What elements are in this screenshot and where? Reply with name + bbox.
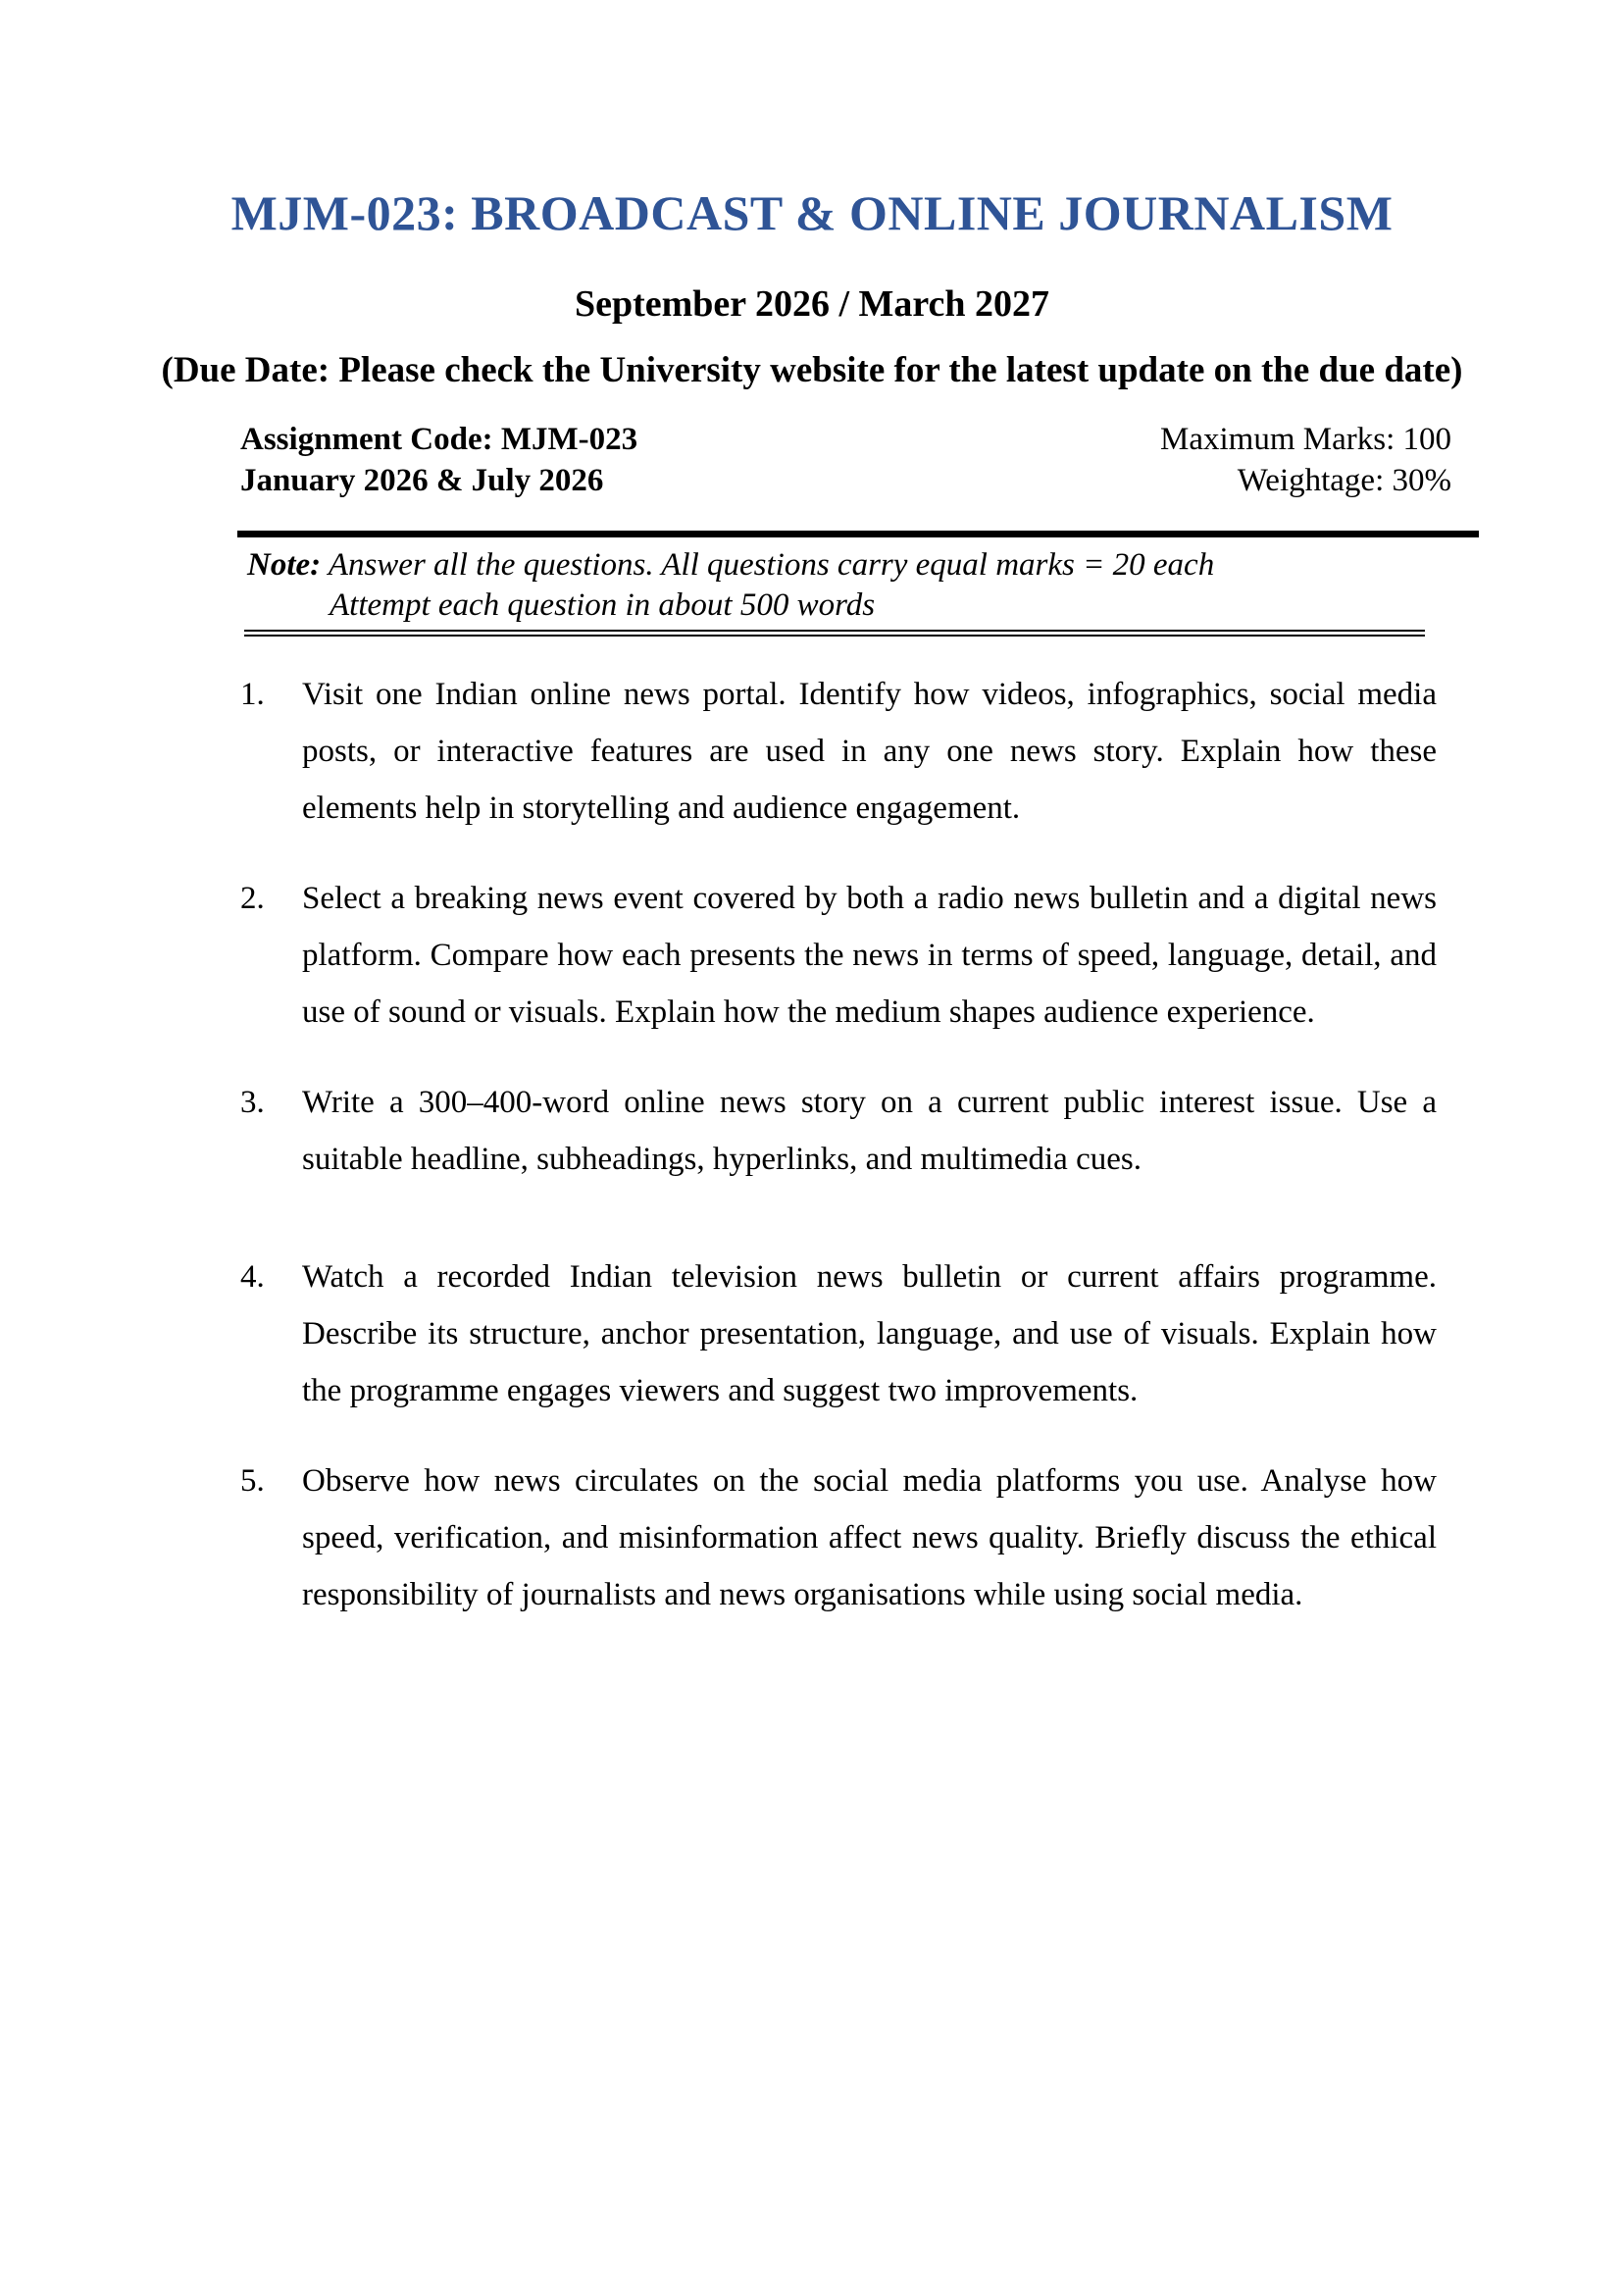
note-line-2: Attempt each question in about 500 words xyxy=(330,587,876,624)
assignment-code-block xyxy=(240,419,637,501)
due-date-note: (Due Date: Please check the University website for the latest update on the due date) xyxy=(161,350,1463,390)
course-title: MJM-023: BROADCAST & ONLINE JOURNALISM xyxy=(230,185,1394,240)
marks-block xyxy=(1160,419,1451,501)
question-text: Watch a recorded Indian television news bulletin or current affairs programme. Describe its structure, anchor presentation, language, and use of visuals. Explain how the programme engages viewers and suggest two improvements. xyxy=(302,1259,1437,1409)
weightage: Weightage: 30% xyxy=(1237,463,1451,499)
question-number: 2. xyxy=(240,881,265,917)
note-line-1 xyxy=(247,545,1438,586)
question-item-2 xyxy=(240,870,1437,1041)
question-item-1 xyxy=(240,666,1437,837)
question-number: 3. xyxy=(240,1085,265,1121)
note-rule-bottom xyxy=(244,630,1425,637)
maximum-marks: Maximum Marks: 100 xyxy=(1160,422,1451,457)
assignment-cycle: January 2026 & July 2026 xyxy=(240,463,604,499)
note-label: Note: xyxy=(247,547,322,584)
assignment-meta-row xyxy=(240,419,1451,501)
question-item-5 xyxy=(240,1453,1437,1623)
question-text: Select a breaking news event covered by both a radio news bulletin and a digital news platform. Compare how each presents the news in terms of speed, language, detail, and use of sound or visuals. Explain how the medium shapes audience experience. xyxy=(302,881,1437,1031)
note-text-1: Answer all the questions. All questions carry equal marks = 20 each xyxy=(328,547,1215,584)
session-period: September 2026 / March 2027 xyxy=(574,283,1050,325)
question-text: Visit one Indian online news portal. Identify how videos, infographics, social media posts, or interactive features are used in any one news story. Explain how these elements help in storytelling and audience engagement. xyxy=(302,677,1437,827)
question-item-4 xyxy=(240,1249,1437,1419)
question-number: 4. xyxy=(240,1259,265,1296)
question-item-3 xyxy=(240,1074,1437,1188)
question-list xyxy=(240,666,1437,1623)
question-text: Write a 300–400-word online news story on a current public interest issue. Use a suitable headline, subheadings, hyperlinks, and multimedia cues. xyxy=(302,1085,1437,1178)
question-number: 1. xyxy=(240,677,265,713)
note-rule-top xyxy=(237,531,1479,537)
question-number: 5. xyxy=(240,1463,265,1500)
question-text: Observe how news circulates on the social media platforms you use. Analyse how speed, verification, and misinformation affect news quality. Briefly discuss the ethical responsibility of journalists and news organisations while using social media. xyxy=(302,1463,1437,1613)
assignment-code: Assignment Code: MJM-023 xyxy=(240,422,638,457)
note-block xyxy=(247,545,1438,626)
